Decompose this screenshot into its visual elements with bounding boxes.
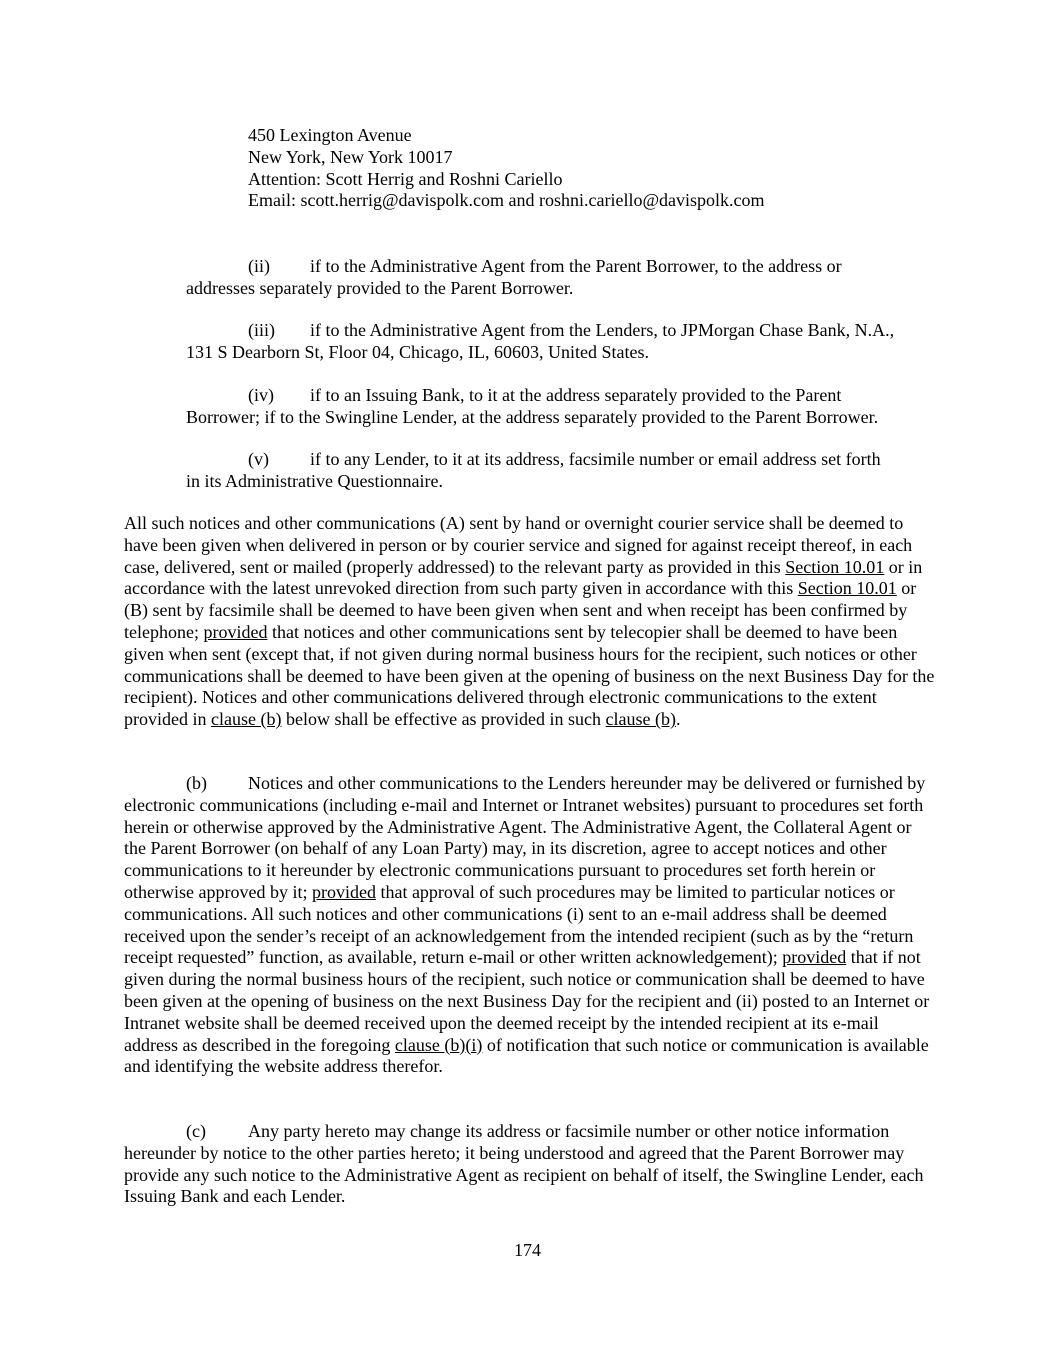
address-email: Email: scott.herrig@davispolk.com and roshni.cariello@davispolk.com <box>248 190 765 211</box>
clause-ii-line1: if to the Administrative Agent from the Parent Borrower, to the address or <box>310 256 842 276</box>
clause-ii-line2: addresses separately provided to the Parent Borrower. <box>186 277 574 298</box>
clause-v-number: (v) <box>248 449 269 469</box>
clause-reference: clause (b) <box>605 709 677 730</box>
clause-v <box>186 449 936 493</box>
provided-term: provided <box>782 947 847 968</box>
clause-ii <box>186 256 936 300</box>
clause-iii <box>186 320 936 364</box>
clause-iv <box>186 385 936 429</box>
clause-c-paragraph <box>124 1121 936 1208</box>
para-a-text-1: All such notices and other communications (A) sent by hand or overnight courier service shall be deemed to have been given when delivered in person or by courier service and signed for against receipt thereof, in each case, delivered, sent or mailed (properly addressed) to the relevant party as provided in this <box>124 513 913 577</box>
section-reference: Section 10.01 <box>797 578 897 599</box>
clause-reference: clause (b)(i) <box>394 1034 483 1055</box>
clause-b-paragraph <box>124 773 936 1078</box>
clause-reference: clause (b) <box>211 709 282 730</box>
address-street: 450 Lexington Avenue <box>248 125 412 145</box>
para-b-text-1: Notices and other communications to the Lenders hereunder may be delivered or furnished by electronic communications (including e-mail and Internet or Intranet websites) pursuant to procedures set forth herein or otherwise approved by the Administrative Agent. The Administrative Agent, the Collateral Agent or the Parent Borrower (on behalf of any Loan Party) may, in its discretion, agree to accept notices and other communications to it hereunder by electronic communications pursuant to procedures set forth herein or otherwise approved by it; <box>124 773 926 902</box>
clause-iii-line2: 131 S Dearborn St, Floor 04, Chicago, IL, 60603, United States. <box>186 341 649 362</box>
para-a-text-3: or (B) sent by facsimile shall be deemed to have been given when sent and when receipt has been confirmed by telephone; <box>124 578 917 642</box>
para-a-text-4: that notices and other communications sent by telecopier shall be deemed to have been given when sent (except that, if not given during normal business hours for the recipient, such notices or other communications shall be deemed to have been given at the opening of business on the next Business Day for the recipient). Notices and other communications delivered through electronic communications to the extent provided in <box>124 621 935 730</box>
provided-term: provided <box>203 621 268 642</box>
provided-term: provided <box>311 881 376 902</box>
clause-iii-number: (iii) <box>248 320 275 340</box>
clause-v-line1: if to any Lender, to it at its address, facsimile number or email address set forth <box>310 449 881 469</box>
address-city: New York, New York 10017 <box>248 146 453 167</box>
para-c-text: Any party hereto may change its address or facsimile number or other notice information hereunder by notice to the other parties hereto; it being understood and agreed that the Parent Borrower may provide any such notice to the Administrative Agent as recipient on behalf of itself, the Swingline Lender, each Issuing Bank and each Lender. <box>124 1121 924 1207</box>
clause-v-line2: in its Administrative Questionnaire. <box>186 470 443 491</box>
section-reference: Section 10.01 <box>785 556 885 577</box>
para-b-text-4: of notification that such notice or communication is available and identifying the website address therefor. <box>124 1034 929 1077</box>
clause-iv-line1: if to an Issuing Bank, to it at the address separately provided to the Parent <box>310 385 842 405</box>
clause-iv-line2: Borrower; if to the Swingline Lender, at the address separately provided to the Parent Borrower. <box>186 406 879 427</box>
clause-b-number: (b) <box>186 773 207 793</box>
clause-ii-number: (ii) <box>248 256 270 276</box>
para-a-text-6: . <box>676 709 681 730</box>
para-a-text-5: below shall be effective as provided in such <box>281 709 606 730</box>
clause-iii-line1: if to the Administrative Agent from the Lenders, to JPMorgan Chase Bank, N.A., <box>310 320 895 340</box>
para-b-text-2: that approval of such procedures may be limited to particular notices or communications. All such notices and other communications (i) sent to an e-mail address shall be deemed received upon the sender’s receipt of an acknowledgement from the intended recipient (such as by the “return receipt requested” function, as available, return e-mail or other written acknowledgement); <box>124 881 914 968</box>
notices-paragraph <box>124 513 936 731</box>
address-attention: Attention: Scott Herrig and Roshni Cariello <box>248 168 563 189</box>
clause-c-number: (c) <box>186 1121 206 1141</box>
para-a-text-2: or in accordance with the latest unrevoked direction from such party given in accordance with this <box>124 556 923 599</box>
address-block <box>248 125 968 212</box>
para-b-text-3: that if not given during the normal business hours of the recipient, such notice or communication shall be deemed to have been given at the opening of business on the next Business Day for the recipient and (ii) posted to an Internet or Intranet website shall be deemed received upon the deemed receipt by the intended recipient at its e-mail address as described in the foregoing <box>124 947 930 1055</box>
page-number: 174 <box>514 1240 541 1260</box>
clause-iv-number: (iv) <box>248 385 274 405</box>
